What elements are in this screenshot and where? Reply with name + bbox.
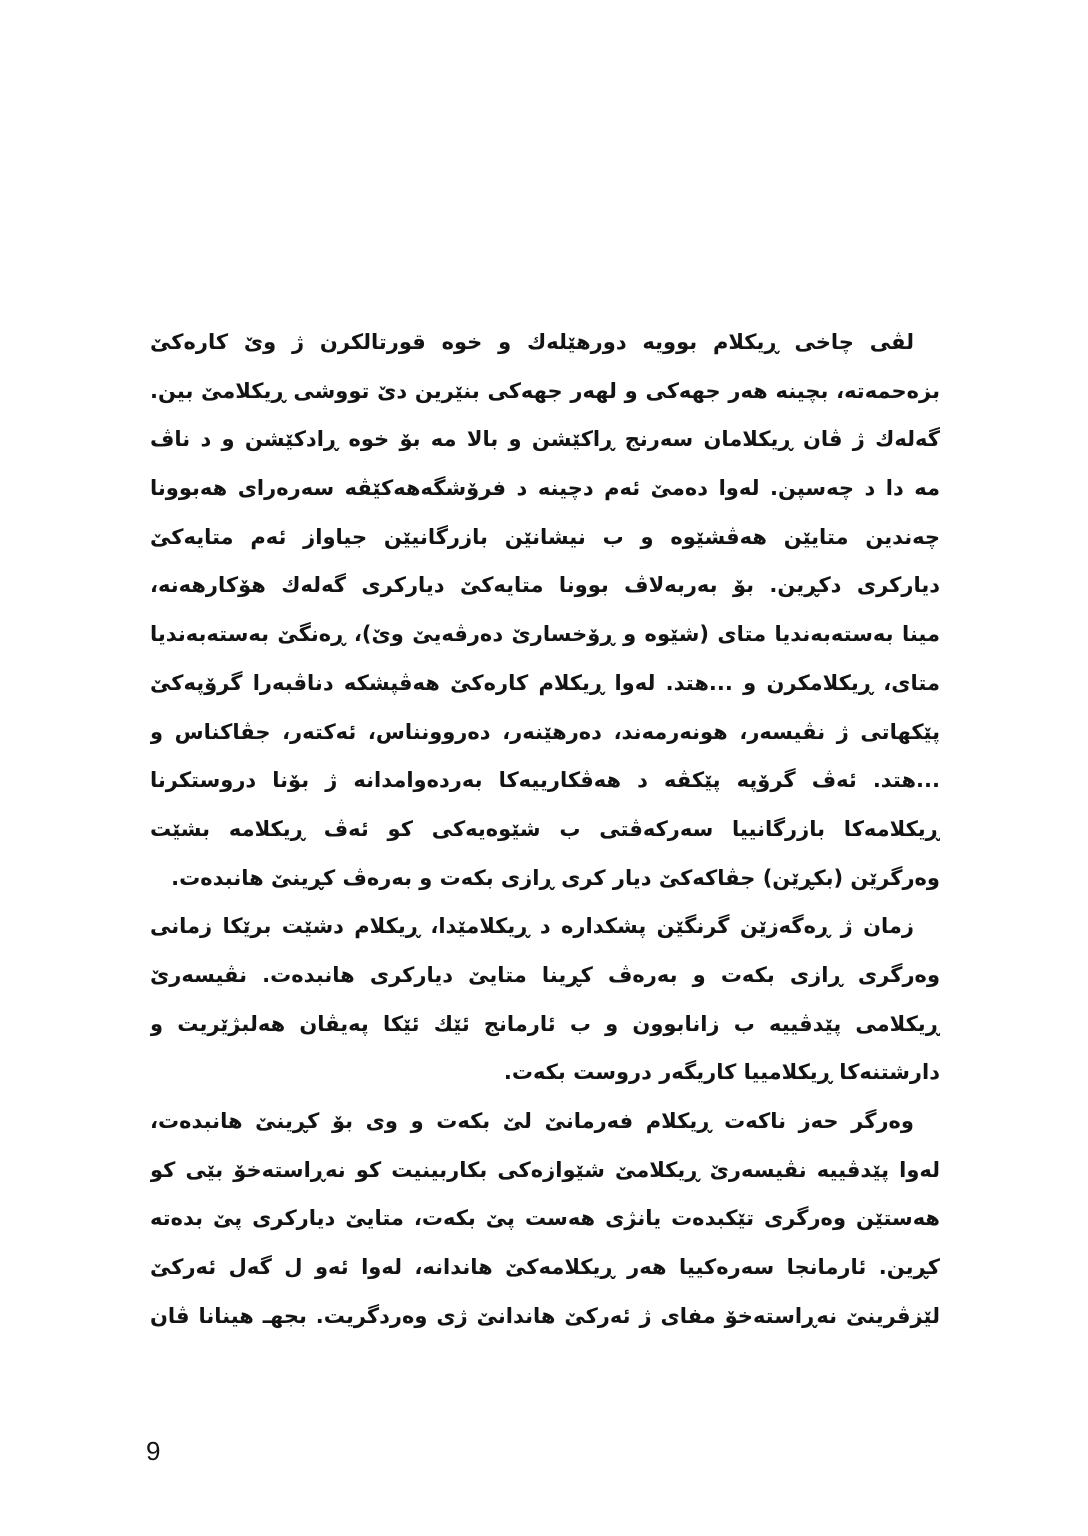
text-line: لڤى چاخى ڕيكلام بوويە دورهێلەك و خوە قورتالكرن ژ وێ كارەكێ [150,330,914,354]
text-line: وەرگر حەز ناكەت ڕيكلام فەرمانێ لێ بكەت و وى بۆ كڕينێ هانبدەت، [150,1109,914,1133]
text-line: ڕيكلامى پێدڤييە ب زانابوون و ب ئارمانج ئێك ئێكا پەيڤان هەلبژێريت و [150,1011,940,1036]
text-line: دارشتنەكا ڕيكلامييا كاريگەر دروست بكەت. [503,1060,940,1085]
text-line: هەستێن وەرگرى تێكبدەت يانژى هەست پێ بكەت، متايێ دياركرى پێ بدەتە [150,1206,940,1231]
text-line: چەندين متايێن هەڤشێوە و ب نيشانێن بازرگانيێن جياواز ئەم متايەكێ [150,524,940,549]
text-line: مينا بەستەبەنديا متاى (شێوە و ڕۆخسارێ دەرڤەيێ وێ)، ڕەنگێ بەستەبەنديا [150,622,940,647]
text-line: متاى، ڕيكلامكرن و ...هتد. لەوا ڕيكلام كارەكێ هەڤپشكە دناڤبەرا گرۆپەكێ [150,670,940,695]
text-line: دياركرى دكڕين. بۆ بەربەلاڤ بوونا متايەكێ دياركرى گەلەك هۆكارهەنە، [150,573,940,598]
text-line: لێزڤرينێ نەڕاستەخۆ مفاى ژ ئەركێ هاندانێ ژى وەردگريت. بجهـ هينانا ڤان [150,1303,940,1328]
text-line: پێكهاتى ژ نڤيسەر، هونەرمەند، دەرهێنەر، دەروونناس، ئەكتەر، جڤاكناس و [150,719,940,744]
paragraph-3 [150,1097,940,1340]
text-line: وەرگرى ڕازى بكەت و بەرەڤ كڕينا متايێ دياركرى هانبدەت. نڤيسەرێ [150,962,940,987]
body-text [150,318,940,1340]
text-line: وەرگرێن (بكڕێن) جڤاكەكێ ديار كرى ڕازى بكەت و بەرەڤ كڕينێ هانبدەت. [171,865,940,890]
text-line: ڕيكلامەكا بازرگانييا سەركەڤتى ب شێوەيەكى كو ئەڤ ڕيكلامە بشێت [150,816,940,841]
text-line: كڕين. ئارمانجا سەرەكييا هەر ڕيكلامەكێ هاندانە، لەوا ئەو ل گەل ئەركێ [150,1255,940,1280]
text-line: بزەحمەتە، بچينە هەر جهەكى و لهەر جهەكى بنێرين دێ تووشى ڕيكلامێ بين. [150,378,940,403]
text-line: لەوا پێدڤييە نڤيسەرێ ڕيكلامێ شێوازەكى بكاربينيت كو نەڕاستەخۆ بێى كو [150,1157,940,1182]
text-line: گەلەك ژ ڤان ڕيكلامان سەرنج ڕاكێشن و بالا مە بۆ خوە ڕادكێشن و د ناڤ [150,427,940,452]
text-line: مە دا د چەسپن. لەوا دەمێ ئەم دچينە د فرۆشگەهەكێڤە سەرەراى هەبوونا [150,476,940,501]
text-line: زمان ژ ڕەگەزێن گرنگێن پشكدارە د ڕيكلامێدا، ڕيكلام دشێت برێكا زمانى [150,914,914,939]
paragraph-2 [150,902,940,1097]
paragraph-1 [150,318,940,902]
text-line: ...هتد. ئەڤ گرۆپە پێكڤە د هەڤكارييەكا بەردەوامدانە ژ بۆنا دروستكرنا [150,768,940,793]
page-number: 9 [146,1436,161,1466]
